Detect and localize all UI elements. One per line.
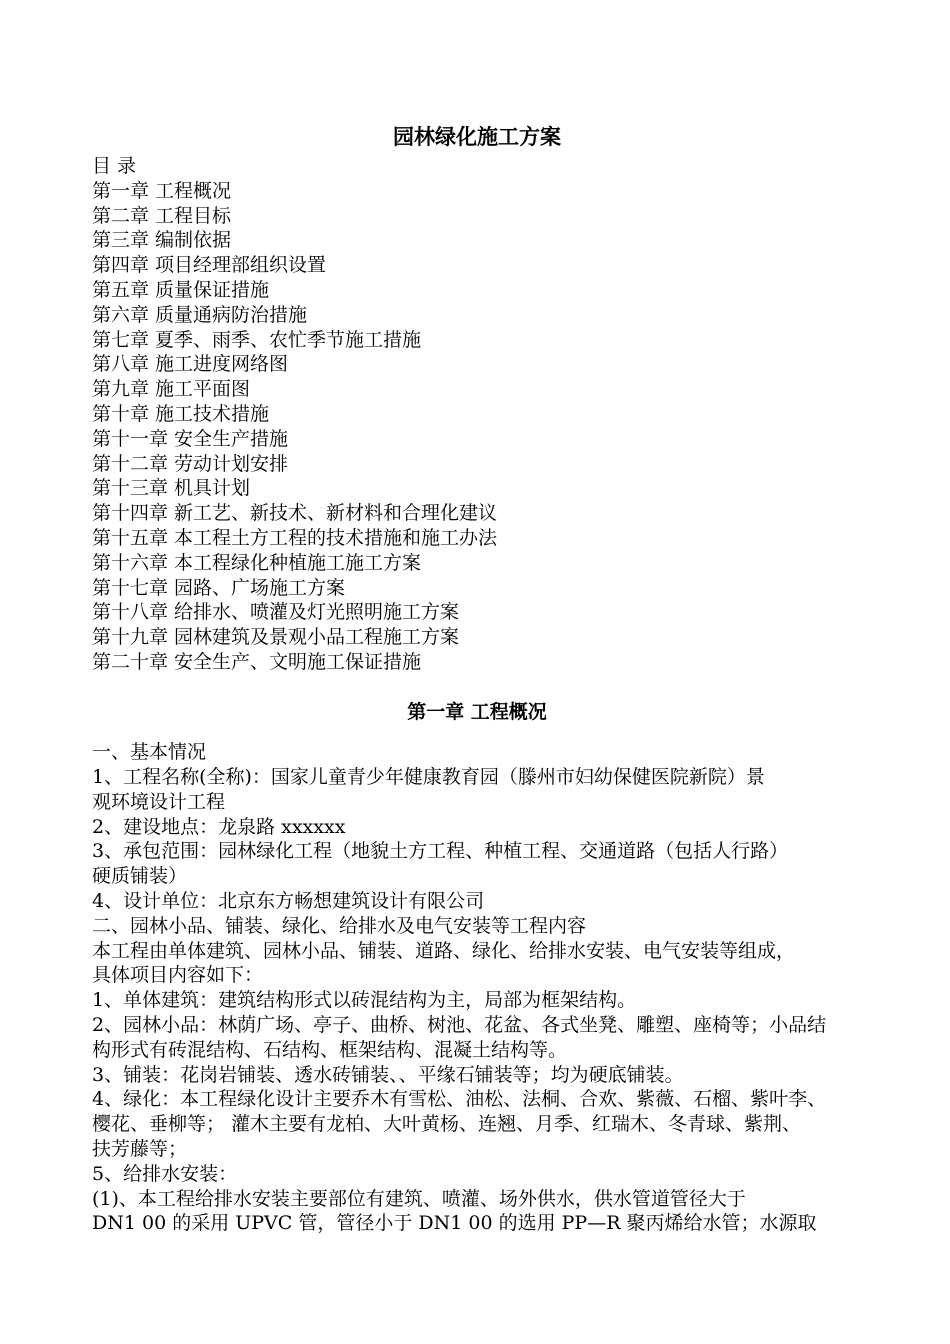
toc-item: 第二章 工程目标	[92, 204, 232, 227]
toc-item: 第五章 质量保证措施	[92, 278, 270, 301]
body-line: 扶芳藤等；	[92, 1138, 188, 1161]
body-line: 4、绿化：本工程绿化设计主要乔木有雪松、油松、法桐、合欢、紫薇、石榴、紫叶李、	[92, 1088, 827, 1111]
body-line: 4、设计单位：北京东方畅想建筑设计有限公司	[92, 890, 485, 913]
toc-item: 第十一章 安全生产措施	[92, 427, 289, 450]
toc-item: 第十九章 园林建筑及景观小品工程施工方案	[92, 626, 460, 649]
toc-item: 第十章 施工技术措施	[92, 402, 270, 425]
toc-heading: 目 录	[92, 155, 137, 177]
body-line: 樱花、垂柳等； 灌木主要有龙柏、大叶黄杨、连翘、月季、红瑞木、冬青球、紫荆、	[92, 1113, 802, 1136]
body-line: 一、基本情况	[92, 741, 207, 764]
toc-item: 第十八章 给排水、喷灌及灯光照明施工方案	[92, 601, 460, 624]
body-line: 2、建设地点：龙泉路 xxxxxx	[92, 815, 346, 838]
table-of-contents	[92, 179, 862, 675]
body-line: 2、园林小品：林荫广场、亭子、曲桥、树池、花盆、各式坐凳、雕塑、座椅等；小品结	[92, 1014, 827, 1037]
body-line: 本工程由单体建筑、园林小品、铺装、道路、绿化、给排水安装、电气安装等组成，	[92, 939, 796, 962]
toc-item: 第十五章 本工程土方工程的技术措施和施工办法	[92, 526, 498, 549]
toc-item: 第四章 项目经理部组织设置	[92, 254, 327, 277]
body-line: 硬质铺装）	[92, 865, 188, 888]
body-line: 具体项目内容如下：	[92, 964, 264, 987]
toc-item: 第十三章 机具计划	[92, 477, 251, 500]
body-line: 3、铺装：花岗岩铺装、透水砖铺装、、平缘石铺装等；均为硬底铺装。	[92, 1063, 684, 1086]
body-line: 构形式有砖混结构、石结构、框架结构、混凝土结构等。	[92, 1038, 568, 1061]
toc-item: 第七章 夏季、雨季、农忙季节施工措施	[92, 328, 422, 351]
chapter-1-body	[92, 740, 862, 1236]
body-line: 1、工程名称(全称)：国家儿童青少年健康教育园（滕州市妇幼保健医院新院）景	[92, 766, 765, 789]
body-line: 二、园林小品、铺装、绿化、给排水及电气安装等工程内容	[92, 914, 587, 937]
toc-item: 第二十章 安全生产、文明施工保证措施	[92, 650, 422, 673]
toc-item: 第十二章 劳动计划安排	[92, 452, 289, 475]
document-page	[92, 120, 862, 1236]
body-line: 观环境设计工程	[92, 790, 226, 813]
toc-item: 第六章 质量通病防治措施	[92, 303, 308, 326]
toc-item: 第一章 工程概况	[92, 179, 232, 202]
toc-item: 第九章 施工平面图	[92, 378, 251, 401]
toc-item: 第八章 施工进度网络图	[92, 353, 289, 376]
body-line: 5、给排水安装：	[92, 1162, 238, 1185]
chapter-1-title: 第一章 工程概况	[407, 700, 547, 723]
body-line: 3、承包范围：园林绿化工程（地貌土方工程、种植工程、交通道路（包括人行路）	[92, 840, 789, 863]
toc-item: 第十七章 园路、广场施工方案	[92, 576, 346, 599]
toc-item: 第十六章 本工程绿化种植施工施工方案	[92, 551, 422, 574]
toc-item: 第十四章 新工艺、新技术、新材料和合理化建议	[92, 502, 498, 525]
body-line: (1)、本工程给排水安装主要部位有建筑、喷灌、场外供水，供水管道管径大于	[92, 1187, 746, 1210]
body-line: DN1 00 的采用 UPVC 管，管径小于 DN1 00 的选用 PP—R 聚丙烯给水管；水源取	[92, 1212, 817, 1235]
body-line: 1、单体建筑：建筑结构形式以砖混结构为主，局部为框架结构。	[92, 989, 637, 1012]
toc-item: 第三章 编制依据	[92, 229, 232, 252]
document-title: 园林绿化施工方案	[393, 124, 561, 149]
